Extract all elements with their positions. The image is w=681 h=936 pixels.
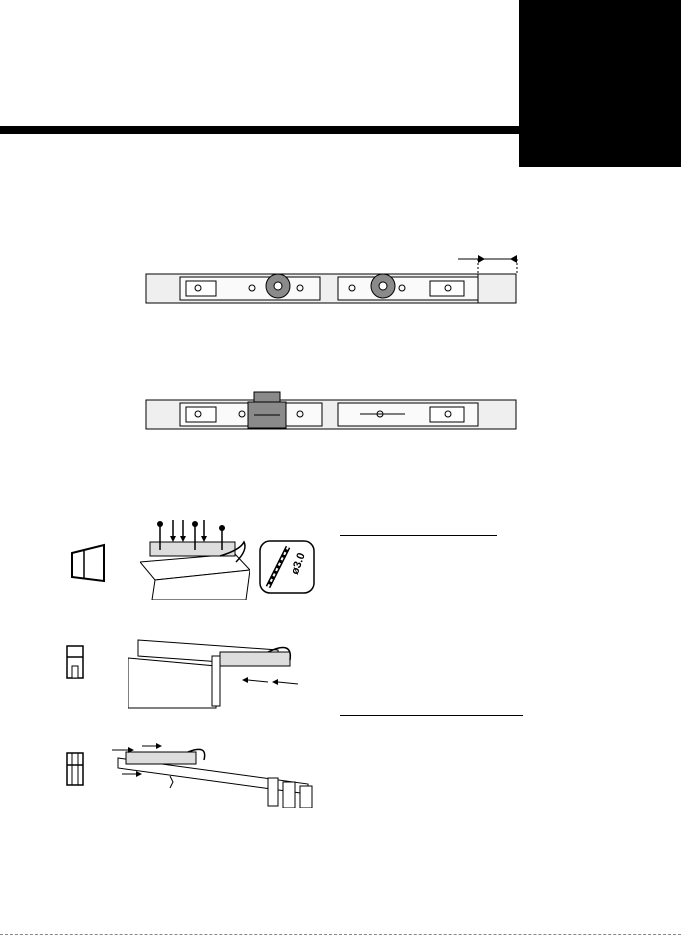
wedge-profile-icon bbox=[68, 543, 110, 585]
page-bottom-rule bbox=[0, 934, 681, 935]
rail-with-two-rollers-illustration bbox=[140, 250, 525, 308]
drill-bit-icon bbox=[258, 539, 316, 595]
text-underline bbox=[340, 535, 497, 536]
text-underline bbox=[340, 715, 523, 716]
track-mount-illustration bbox=[128, 630, 308, 710]
double-h-profile-icon bbox=[64, 751, 86, 787]
header-rule bbox=[0, 126, 522, 134]
long-track-illustration bbox=[108, 742, 323, 808]
rail-with-connector-illustration bbox=[140, 390, 525, 434]
drill-diameter-label: ø3.0 bbox=[289, 551, 308, 577]
chapter-tab bbox=[519, 0, 681, 167]
h-profile-icon bbox=[64, 644, 86, 680]
screw-mount-illustration bbox=[140, 520, 250, 600]
